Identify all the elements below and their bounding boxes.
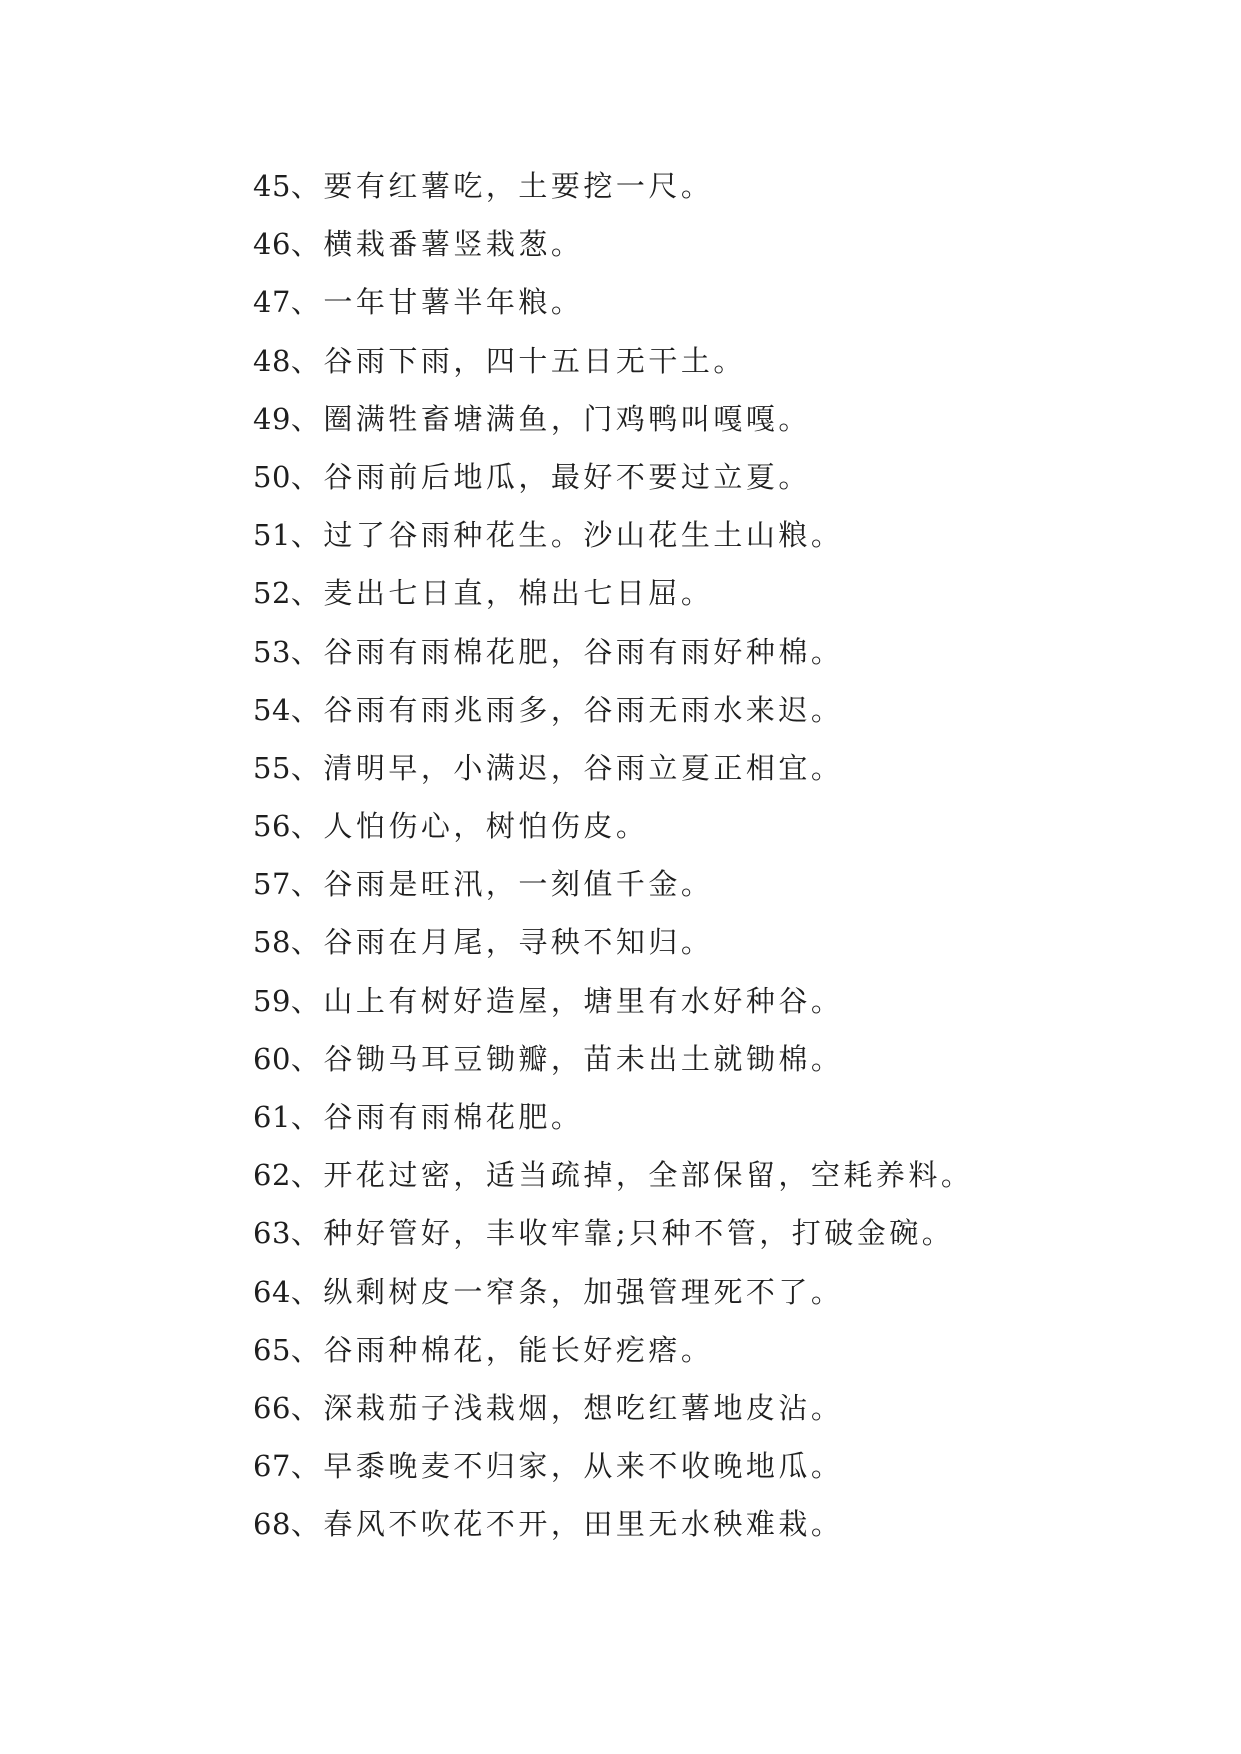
item-separator: 、 <box>290 634 324 669</box>
list-item <box>253 797 973 855</box>
item-number: 67 <box>253 1449 291 1484</box>
item-text: 要有红薯吃，土要挖一尺。 <box>323 169 714 203</box>
list-item <box>253 1204 973 1262</box>
item-separator: 、 <box>290 227 324 262</box>
item-text: 谷雨有雨棉花肥。 <box>323 1100 584 1134</box>
list-item <box>253 1088 973 1146</box>
item-text: 谷雨在月尾，寻秧不知归。 <box>323 925 714 960</box>
list-item <box>253 1030 973 1088</box>
list-item <box>253 506 973 564</box>
item-text: 春风不吹花不开，田里无水秧难栽。 <box>323 1507 844 1542</box>
list-item <box>253 681 973 739</box>
item-separator: 、 <box>290 1449 324 1484</box>
item-text: 人怕伤心，树怕伤皮。 <box>323 809 649 844</box>
list-item <box>253 1379 973 1437</box>
item-number: 64 <box>253 1274 291 1309</box>
list-item <box>253 855 973 913</box>
list-item <box>253 1263 973 1321</box>
list-item <box>253 972 973 1030</box>
item-separator: 、 <box>290 1158 324 1193</box>
item-separator: 、 <box>290 576 324 611</box>
item-number: 47 <box>253 285 291 320</box>
item-text: 谷雨前后地瓜，最好不要过立夏。 <box>323 459 811 494</box>
list-item <box>253 332 973 390</box>
list-item <box>253 1146 973 1204</box>
item-separator: 、 <box>290 1507 324 1542</box>
item-number: 48 <box>253 343 291 378</box>
item-separator: 、 <box>290 809 324 844</box>
item-number: 53 <box>253 634 291 669</box>
item-text: 麦出七日直，棉出七日屈。 <box>323 576 714 611</box>
item-separator: 、 <box>290 983 324 1018</box>
item-text: 过了谷雨种花生。沙山花生土山粮。 <box>323 518 844 553</box>
item-number: 54 <box>253 692 291 727</box>
item-text: 山上有树好造屋，塘里有水好种谷。 <box>323 983 844 1018</box>
item-text: 谷雨下雨，四十五日无干土。 <box>323 343 746 378</box>
item-text: 谷雨种棉花，能长好疙瘩。 <box>323 1332 714 1367</box>
item-number: 50 <box>253 459 291 494</box>
item-separator: 、 <box>290 343 324 378</box>
list-item <box>253 1495 973 1553</box>
item-number: 58 <box>253 925 291 960</box>
list-item <box>253 564 973 622</box>
item-separator: 、 <box>290 1216 324 1251</box>
item-number: 63 <box>253 1216 291 1251</box>
list-item <box>253 215 973 273</box>
item-text: 早黍晚麦不归家，从来不收晚地瓜。 <box>323 1449 844 1484</box>
list-item <box>253 1437 973 1495</box>
item-text: 清明早，小满迟，谷雨立夏正相宜。 <box>323 750 844 785</box>
item-separator: 、 <box>290 925 324 960</box>
item-separator: 、 <box>290 1100 324 1134</box>
item-text: 谷锄马耳豆锄瓣，苗未出土就锄棉。 <box>323 1041 844 1076</box>
item-separator: 、 <box>290 692 324 727</box>
proverb-list <box>253 157 973 1554</box>
item-number: 68 <box>253 1507 291 1542</box>
item-number: 62 <box>253 1158 291 1193</box>
item-text: 深栽茄子浅栽烟，想吃红薯地皮沾。 <box>323 1390 844 1425</box>
list-item <box>253 157 973 215</box>
item-separator: 、 <box>290 459 324 494</box>
item-number: 59 <box>253 983 291 1018</box>
list-item <box>253 739 973 797</box>
item-separator: 、 <box>290 1390 324 1425</box>
item-number: 60 <box>253 1041 291 1076</box>
item-separator: 、 <box>290 401 324 436</box>
item-separator: 、 <box>290 750 324 785</box>
list-item <box>253 390 973 448</box>
item-separator: 、 <box>290 518 324 553</box>
list-item <box>253 913 973 971</box>
list-item <box>253 1321 973 1379</box>
item-number: 46 <box>253 227 291 262</box>
item-separator: 、 <box>290 1274 324 1309</box>
item-separator: 、 <box>290 1332 324 1367</box>
list-item <box>253 273 973 331</box>
item-text: 圈满牲畜塘满鱼，门鸡鸭叫嘎嘎。 <box>323 401 811 436</box>
item-number: 65 <box>253 1332 291 1367</box>
item-text: 谷雨有雨棉花肥，谷雨有雨好种棉。 <box>323 634 844 669</box>
item-text: 横栽番薯竖栽葱。 <box>323 227 584 262</box>
item-number: 49 <box>253 401 291 436</box>
item-separator: 、 <box>290 169 324 203</box>
item-text: 一年甘薯半年粮。 <box>323 285 584 320</box>
item-number: 56 <box>253 809 291 844</box>
item-separator: 、 <box>290 867 324 902</box>
item-number: 52 <box>253 576 291 611</box>
item-number: 57 <box>253 867 291 902</box>
item-number: 45 <box>253 169 291 203</box>
item-separator: 、 <box>290 1041 324 1076</box>
item-number: 55 <box>253 750 291 785</box>
item-number: 66 <box>253 1390 291 1425</box>
list-item <box>253 623 973 681</box>
item-text: 开花过密，适当疏掉，全部保留，空耗养料。 <box>323 1158 974 1193</box>
item-number: 51 <box>253 518 291 553</box>
item-text: 谷雨是旺汛，一刻值千金。 <box>323 867 714 902</box>
list-item <box>253 448 973 506</box>
item-text: 谷雨有雨兆雨多，谷雨无雨水来迟。 <box>323 692 844 727</box>
item-separator: 、 <box>290 285 324 320</box>
item-number: 61 <box>253 1100 291 1134</box>
item-text: 纵剩树皮一窄条，加强管理死不了。 <box>323 1274 844 1309</box>
item-text: 种好管好，丰收牢靠;只种不管，打破金碗。 <box>323 1216 955 1251</box>
